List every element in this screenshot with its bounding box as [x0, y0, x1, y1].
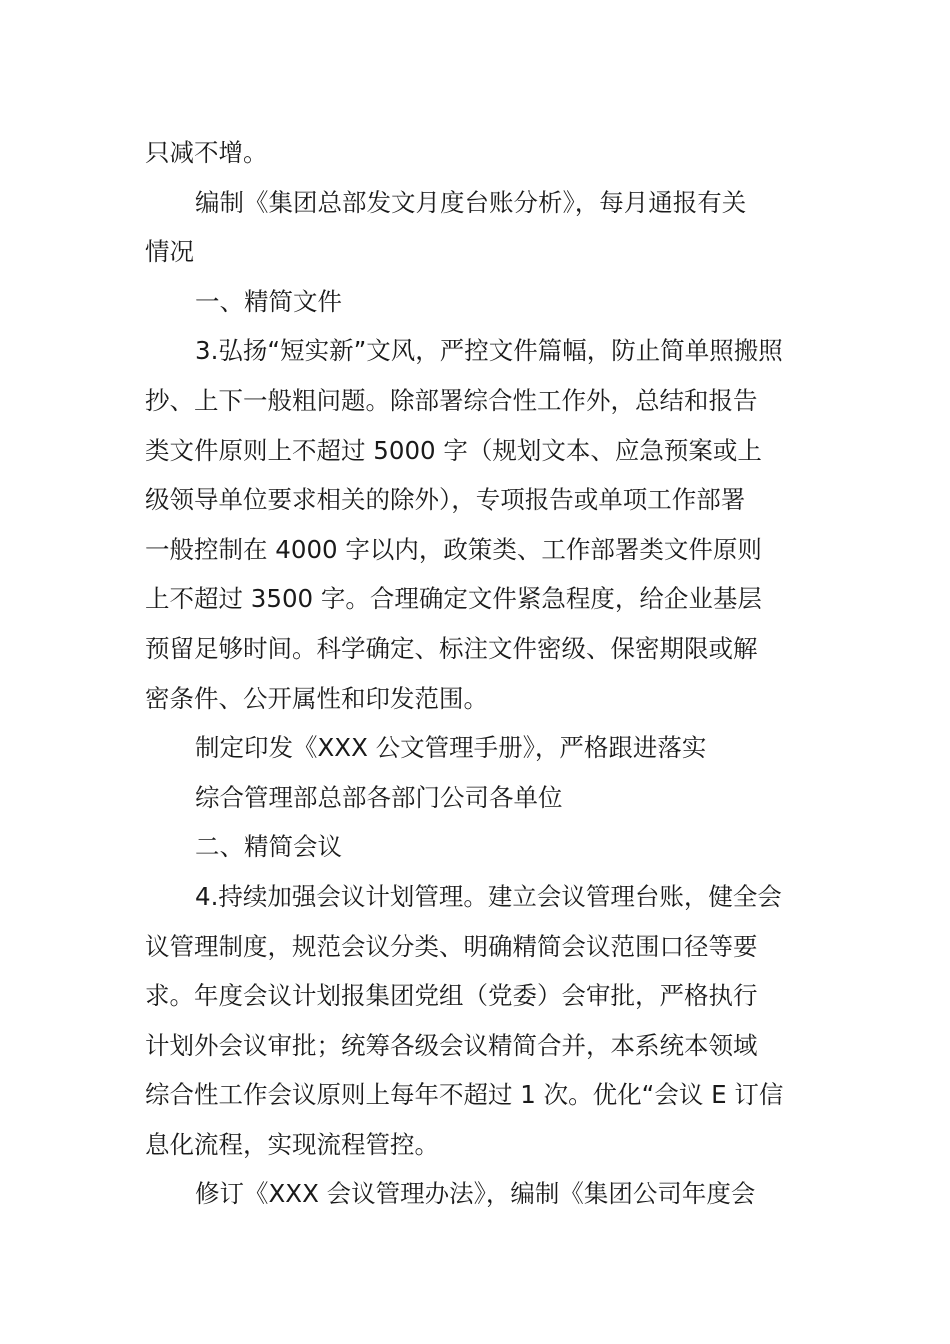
- text-line: 编制《集团总部发文月度台账分析》，每月通报有关: [195, 187, 747, 217]
- text-line: 制定印发《XXX 公文管理手册》，严格跟进落实: [195, 733, 707, 763]
- section-heading: 二、精简会议: [195, 832, 342, 862]
- text-line: 预留足够时间。科学确定、标注文件密级、保密期限或解: [145, 633, 758, 663]
- text-line: 3.弘扬“短实新”文风，严控文件篇幅，防止简单照搬照: [195, 336, 783, 366]
- text-line: 级领导单位要求相关的除外），专项报告或单项工作部署: [145, 485, 746, 515]
- text-line: 修订《XXX 会议管理办法》，编制《集团公司年度会: [195, 1179, 756, 1209]
- text-line: 一般控制在 4000 字以内，政策类、工作部署类文件原则: [145, 534, 762, 564]
- text-line: 综合性工作会议原则上每年不超过 1 次。优化“会议 E 订信: [145, 1080, 784, 1110]
- text-line: 抄、上下一般粗问题。除部署综合性工作外，总结和报告: [145, 385, 758, 415]
- text-line: 息化流程，实现流程管控。: [145, 1129, 439, 1159]
- text-line: 求。年度会议计划报集团党组（党委）会审批，严格执行: [145, 981, 758, 1011]
- text-line: 综合管理部总部各部门公司各单位: [195, 782, 563, 812]
- text-line: 类文件原则上不超过 5000 字（规划文本、应急预案或上: [145, 435, 762, 465]
- text-line: 上不超过 3500 字。合理确定文件紧急程度，给企业基层: [145, 584, 762, 614]
- text-line: 计划外会议审批；统筹各级会议精简合并，本系统本领域: [145, 1030, 758, 1060]
- document-body: [145, 128, 810, 1219]
- text-line: 只减不增。: [145, 138, 268, 167]
- text-line: 议管理制度，规范会议分类、明确精简会议范围口径等要: [145, 931, 758, 961]
- text-line: 4.持续加强会议计划管理。建立会议管理台账，健全会: [195, 881, 782, 911]
- section-heading: 一、精简文件: [195, 286, 342, 316]
- text-line: 情况: [145, 237, 194, 267]
- text-line: 密条件、公开属性和印发范围。: [145, 683, 488, 713]
